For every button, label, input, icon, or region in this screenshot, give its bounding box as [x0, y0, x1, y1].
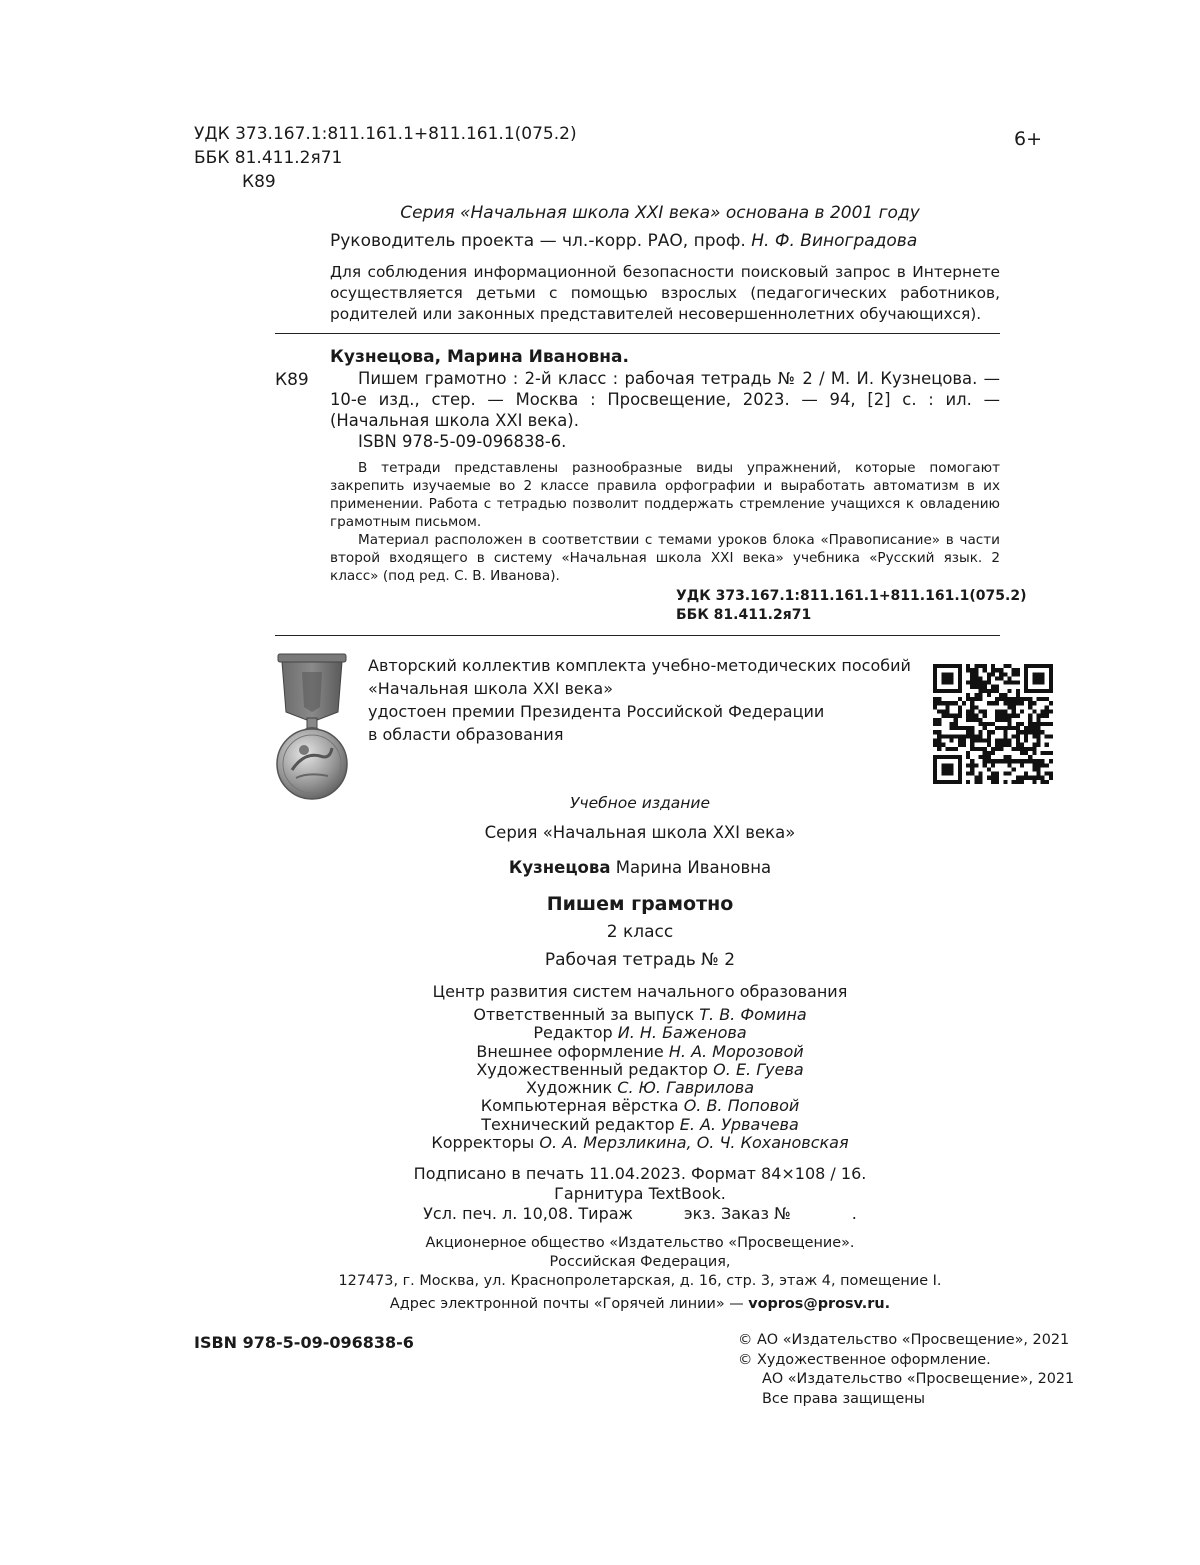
bib-line-2: 10-е изд., стер. — Москва : Просвещение, 2023. — 94, [2] с. : ил. — [330, 390, 1000, 409]
credit-line [220, 1006, 1060, 1024]
credit-line [220, 1061, 1060, 1079]
credit-role: Компьютерная вёрстка [480, 1096, 679, 1116]
age-rating: 6+ [1013, 128, 1042, 150]
edition-type: Учебное издание [569, 794, 711, 812]
imprint-series: Серия «Начальная школа XXI века» [484, 823, 796, 842]
header-classification [194, 122, 577, 194]
credit-name: Н. А. Морозовой [668, 1041, 804, 1061]
editorial-center: Центр развития систем начального образования [432, 982, 848, 1001]
credit-role: Художественный редактор [476, 1059, 709, 1079]
credit-role: Художник [525, 1078, 613, 1098]
divider-middle [275, 635, 1000, 636]
email-link[interactable]: vopros@prosv.ru. [748, 1296, 891, 1312]
award-line: в области образования [368, 725, 564, 744]
copyright-line: Все права защищены [762, 1390, 926, 1407]
credit-line [220, 1079, 1060, 1097]
project-head [330, 231, 917, 251]
credit-role: Ответственный за выпуск [473, 1005, 695, 1024]
author-surname: Кузнецова [508, 858, 611, 877]
email-label: Адрес электронной почты «Горячей линии» — [389, 1296, 744, 1312]
qr-code-icon[interactable] [933, 664, 1053, 784]
credits-list [220, 1006, 1060, 1152]
credit-line [220, 1024, 1060, 1042]
udk-code: УДК 373.167.1:811.161.1+811.161.1(075.2) [194, 124, 577, 144]
credit-name: Т. В. Фомина [699, 1005, 807, 1024]
book-grade: 2 класс [606, 922, 674, 942]
author-given-name: Марина Ивановна [615, 858, 772, 877]
credit-line [220, 1097, 1060, 1115]
credit-name: О. А. Мерзликина, О. Ч. Кохановская [539, 1133, 849, 1153]
project-head-name: Н. Ф. Виноградова [751, 231, 918, 251]
credit-name: С. Ю. Гаврилова [617, 1078, 755, 1098]
presidential-award-medal-icon [272, 652, 352, 802]
safety-notice: Для соблюдения информационной безопасности поисковый запрос в Интернете осуществляется детьми с помощью взрослых (педагогических работников, родителей или законных представителей несовершеннолетних обучающихся). [330, 263, 1000, 323]
publisher-line: 127473, г. Москва, ул. Краснопролетарская, д. 16, стр. 3, этаж 4, помещение I. [338, 1273, 942, 1289]
bib-bbk: ББК 81.411.2я71 [676, 607, 812, 623]
publisher-address [220, 1234, 1060, 1291]
annotation-paragraph: Материал расположен в соответствии с темами уроков блока «Правописание» в части второй входящего в систему «Начальная школа XXI века» учебника «Русский язык. 2 класс» (под ред. С. В. Иванова). [330, 532, 1000, 584]
credit-role: Редактор [533, 1023, 613, 1043]
annotation [330, 459, 1000, 585]
author-mark: К89 [242, 172, 276, 192]
award-line: «Начальная школа XXI века» [368, 679, 613, 698]
print-line: Подписано в печать 11.04.2023. Формат 84×108 / 16. [413, 1164, 867, 1183]
credit-role: Технический редактор [481, 1114, 675, 1134]
bbk-code: ББК 81.411.2я71 [194, 148, 343, 168]
credit-name: Е. А. Урвачева [679, 1114, 799, 1134]
print-details [220, 1164, 1060, 1224]
catalog-mark: К89 [275, 370, 309, 390]
isbn-footer: ISBN 978-5-09-096838-6 [194, 1333, 414, 1352]
copyright-line: АО «Издательство «Просвещение», 2021 [762, 1371, 1075, 1387]
bib-udk: УДК 373.167.1:811.161.1+811.161.1(075.2) [676, 588, 1027, 604]
credit-name: О. Е. Гуева [713, 1059, 804, 1079]
copyright-line: © Художественное оформление. [738, 1351, 991, 1368]
divider-top [275, 333, 1000, 334]
award-line: удостоен премии Президента Российской Федерации [368, 702, 825, 721]
award-text [368, 654, 911, 746]
project-head-label: Руководитель проекта — чл.-корр. РАО, проф. [330, 231, 746, 251]
bib-author: Кузнецова, Марина Ивановна. [330, 347, 629, 367]
credit-line [220, 1043, 1060, 1061]
bib-classification [676, 587, 1026, 625]
award-line: Авторский коллектив комплекта учебно-методических пособий [368, 656, 911, 675]
bib-line-1: Пишем грамотно : 2-й класс : рабочая тетрадь № 2 / М. И. Кузнецова. — [358, 369, 1000, 388]
publisher-line: Российская Федерация, [549, 1254, 731, 1270]
credit-role: Внешнее оформление [476, 1041, 664, 1061]
hotline-email [220, 1296, 1060, 1312]
publisher-line: Акционерное общество «Издательство «Просвещение». [425, 1235, 855, 1251]
credit-name: И. Н. Баженова [617, 1023, 747, 1043]
credit-line [220, 1134, 1060, 1152]
annotation-paragraph: В тетради представлены разнообразные виды упражнений, которые помогают закрепить изучаемые во 2 классе правила орфографии и выработать автоматизм в их применении. Работа с тетрадью позволит поддержать стремление учащихся к овладению грамотным письмом. [330, 460, 1000, 530]
print-line: Усл. печ. л. 10,08. Тираж экз. Заказ № . [423, 1204, 857, 1223]
book-title: Пишем грамотно [546, 893, 734, 915]
copyright-block [738, 1331, 1074, 1409]
print-line: Гарнитура TextBook. [554, 1184, 726, 1203]
copyright-line: © АО «Издательство «Просвещение», 2021 [738, 1332, 1070, 1348]
bib-line-3: (Начальная школа XXI века). [330, 411, 579, 430]
bibliographic-record [330, 347, 1000, 452]
bib-isbn: ISBN 978-5-09-096838-6. [358, 432, 567, 451]
credit-name: О. В. Поповой [683, 1096, 800, 1116]
series-note: Серия «Начальная школа XXI века» основана в 2001 году [400, 203, 920, 223]
credit-line [220, 1116, 1060, 1134]
credit-role: Корректоры [431, 1133, 535, 1153]
book-type: Рабочая тетрадь № 2 [544, 950, 736, 970]
imprint-author [220, 858, 1060, 877]
